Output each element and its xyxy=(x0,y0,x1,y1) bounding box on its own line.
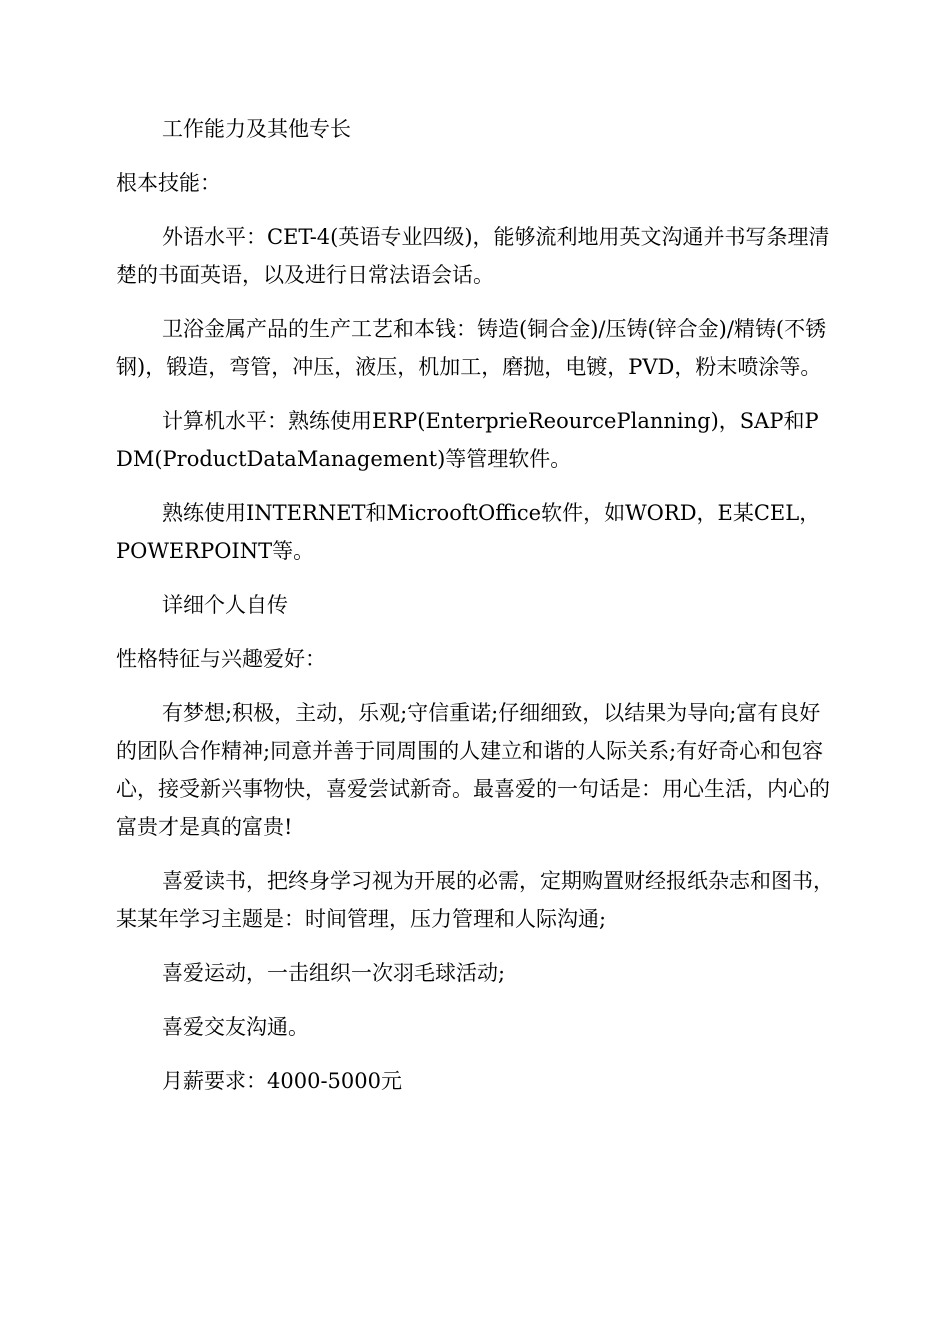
paragraph-sports-hobby: 喜爱运动，一击组织一次羽毛球活动; xyxy=(162,961,506,985)
paragraph-foreign-language: 外语水平：CET-4(英语专业四级)，能够流利地用英文沟通并书写条理清楚的书面英语，以及进行日常法语会话。 xyxy=(116,225,830,287)
paragraph-office-software: 熟练使用INTERNET和MicrooftOffice软件，如WORD，E某CEL，POWERPOINT等。 xyxy=(116,501,821,563)
section-heading-work-ability: 工作能力及其他专长 xyxy=(162,117,351,141)
paragraph-salary-requirement: 月薪要求：4000-5000元 xyxy=(162,1069,402,1093)
section-heading-autobiography: 详细个人自传 xyxy=(162,593,288,617)
paragraph-computer-skills: 计算机水平：熟练使用ERP(EnterprieReourcePlanning)，SAP和PDM(ProductDataManagement)等管理软件。 xyxy=(116,409,819,471)
paragraph-personality-traits: 有梦想;积极，主动，乐观;守信重诺;仔细细致，以结果为导向;富有良好的团队合作精神;同意并善于同周围的人建立和谐的人际关系;有好奇心和包容心，接受新兴事物快，喜爱尝试新奇。最喜爱的一句话是：用心生活，内心的富贵才是真的富贵! xyxy=(116,701,830,839)
subheading-personality: 性格特征与兴趣爱好： xyxy=(116,647,326,671)
paragraph-reading-hobby: 喜爱读书，把终身学习视为开展的必需，定期购置财经报纸杂志和图书，某某年学习主题是：时间管理，压力管理和人际沟通; xyxy=(116,869,834,931)
subheading-basic-skills: 根本技能： xyxy=(116,171,221,195)
paragraph-production-process: 卫浴金属产品的生产工艺和本钱：铸造(铜合金)/压铸(锌合金)/精铸(不锈钢)，锻造，弯管，冲压，液压，机加工，磨抛，电镀，PVD，粉末喷涂等。 xyxy=(116,317,827,379)
document-body xyxy=(116,110,834,1116)
paragraph-social-hobby: 喜爱交友沟通。 xyxy=(162,1015,309,1039)
